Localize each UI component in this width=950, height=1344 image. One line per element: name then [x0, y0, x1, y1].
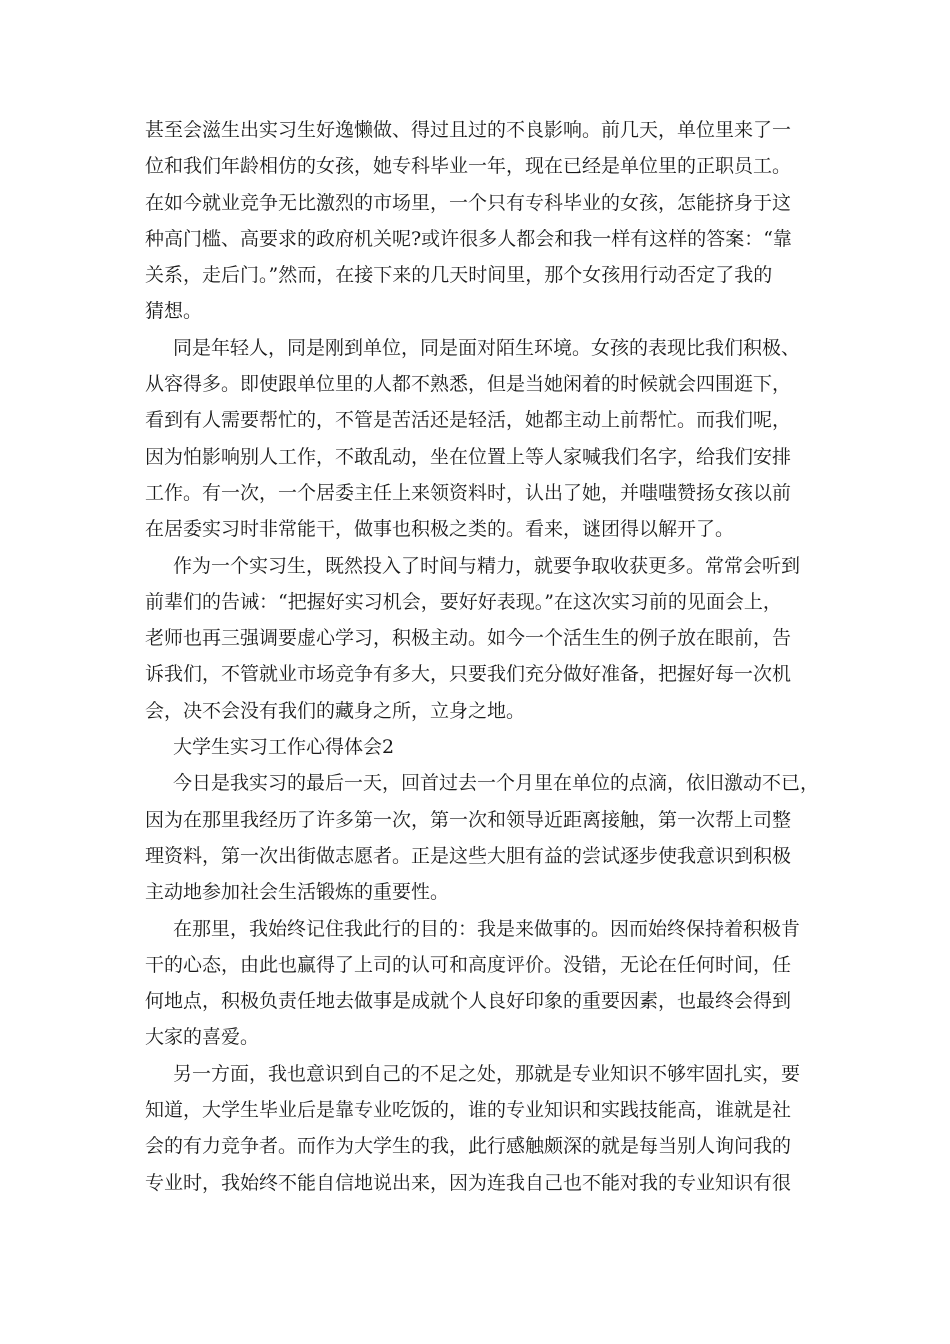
text-line: 工作。有一次，一个居委主任上来领资料时，认出了她，并嗤嗤赞扬女孩以前	[145, 481, 792, 504]
text-line: 大家的喜爱。	[145, 1026, 260, 1049]
text-line: 诉我们，不管就业市场竞争有多大，只要我们充分做好准备，把握好每一次机	[145, 663, 792, 686]
text-line: 猜想。	[145, 300, 203, 323]
text-line: 专业时，我始终不能自信地说出来，因为连我自己也不能对我的专业知识有很	[145, 1171, 792, 1194]
text-line: 会，决不会没有我们的藏身之所，立身之地。	[145, 699, 526, 722]
text-line: 因为怕影响别人工作，不敢乱动，坐在位置上等人家喊我们名字，给我们安排	[145, 445, 792, 468]
text-line: 理资料，第一次出街做志愿者。正是这些大胆有益的尝试逐步使我意识到积极	[145, 844, 792, 867]
text-line: 会的有力竞争者。而作为大学生的我，此行感触颇深的就是每当别人询问我的	[145, 1135, 792, 1158]
text-line: 干的心态，由此也赢得了上司的认可和高度评价。没错，无论在任何时间，任	[145, 953, 792, 976]
text-line: 何地点，积极负责任地去做事是成就个人良好印象的重要因素，也最终会得到	[145, 990, 792, 1013]
text-line: 在那里，我始终记住我此行的目的：我是来做事的。因而始终保持着积极肯	[173, 917, 801, 940]
text-line: 同是年轻人，同是刚到单位，同是面对陌生环境。女孩的表现比我们积极、	[173, 336, 801, 359]
text-line: 位和我们年龄相仿的女孩，她专科毕业一年，现在已经是单位里的正职员工。	[145, 155, 792, 178]
text-line: 大学生实习工作心得体会2	[173, 736, 395, 759]
text-line: 看到有人需要帮忙的，不管是苦活还是轻活，她都主动上前帮忙。而我们呢，	[145, 409, 792, 432]
text-line: 前辈们的告诫：“把握好实习机会，要好好表现。”在这次实习前的见面会上，	[145, 590, 782, 613]
text-line: 因为在那里我经历了许多第一次，第一次和领导近距离接触，第一次帮上司整	[145, 808, 792, 831]
text-line: 在居委实习时非常能干，做事也积极之类的。看来，谜团得以解开了。	[145, 518, 735, 541]
text-line: 知道，大学生毕业后是靠专业吃饭的，谁的专业知识和实践技能高，谁就是社	[145, 1099, 792, 1122]
text-line: 从容得多。即使跟单位里的人都不熟悉，但是当她闲着的时候就会四围逛下，	[145, 373, 792, 396]
text-line: 老师也再三强调要虚心学习，积极主动。如今一个活生生的例子放在眼前，告	[145, 627, 792, 650]
text-line: 主动地参加社会生活锻炼的重要性。	[145, 881, 450, 904]
text-line: 甚至会滋生出实习生好逸懒做、得过且过的不良影响。前几天，单位里来了一	[145, 119, 792, 141]
text-line: 在如今就业竞争无比激烈的市场里，一个只有专科毕业的女孩，怎能挤身于这	[145, 191, 792, 214]
text-line: 另一方面，我也意识到自己的不足之处，那就是专业知识不够牢固扎实，要	[173, 1062, 801, 1085]
text-line: 今日是我实习的最后一天，回首过去一个月里在单位的点滴，依旧激动不已，	[173, 772, 820, 795]
text-line: 种高门槛、高要求的政府机关呢?或许很多人都会和我一样有这样的答案：“靠	[145, 227, 792, 250]
document-body	[145, 112, 830, 1201]
text-line: 作为一个实习生，既然投入了时间与精力，就要争取收获更多。常常会听到	[173, 554, 801, 577]
text-line: 关系，走后门。”然而，在接下来的几天时间里，那个女孩用行动否定了我的	[145, 264, 773, 287]
